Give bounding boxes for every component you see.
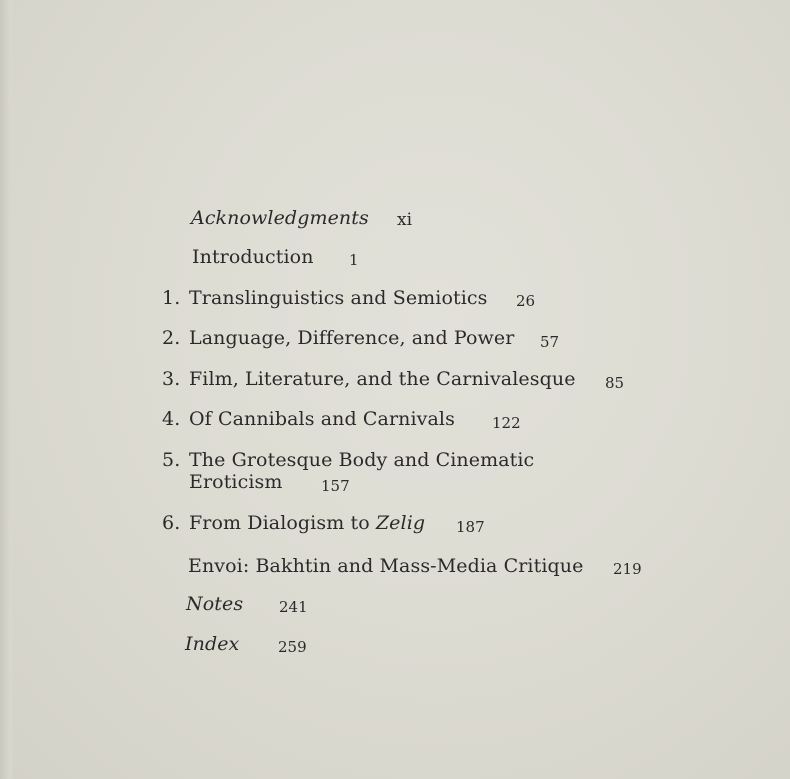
toc-page-chapter-6: 187 bbox=[456, 518, 485, 536]
toc-entry-notes bbox=[186, 593, 243, 615]
chapter-number: 1. bbox=[162, 287, 181, 309]
chapter-number: 6. bbox=[162, 512, 181, 534]
chapter-title-line-2: Eroticism bbox=[189, 471, 283, 493]
toc-entry-chapter-5 bbox=[162, 449, 535, 493]
chapter-title: Language, Difference, and Power bbox=[189, 327, 515, 349]
toc-title-introduction: Introduction bbox=[192, 246, 314, 268]
toc-entry-chapter-1 bbox=[162, 287, 488, 309]
chapter-title-line-1: The Grotesque Body and Cinematic bbox=[189, 449, 535, 471]
toc-page-chapter-1: 26 bbox=[516, 292, 536, 310]
toc-entry-introduction bbox=[192, 246, 314, 268]
toc-entry-envoi bbox=[188, 555, 583, 577]
toc-page-chapter-2: 57 bbox=[540, 333, 560, 351]
chapter-title-italic: Zelig bbox=[375, 512, 426, 534]
toc-title-notes: Notes bbox=[186, 593, 244, 615]
toc-entry-chapter-4 bbox=[162, 408, 455, 430]
toc-page-chapter-5: 157 bbox=[321, 477, 350, 495]
chapter-number: 3. bbox=[162, 368, 181, 390]
toc-page-index: 259 bbox=[278, 638, 307, 656]
toc-page-notes: 241 bbox=[279, 598, 308, 616]
toc-title-index: Index bbox=[185, 633, 240, 655]
toc-title-envoi: Envoi: Bakhtin and Mass-Media Critique bbox=[188, 555, 584, 577]
toc-entry-chapter-3 bbox=[162, 368, 576, 390]
toc-entry-acknowledgments bbox=[191, 207, 369, 229]
chapter-number: 5. bbox=[162, 449, 181, 471]
toc-entry-chapter-2 bbox=[162, 327, 515, 349]
toc-page-introduction: 1 bbox=[349, 251, 359, 269]
toc-page-envoi: 219 bbox=[613, 560, 642, 578]
toc-entry-index bbox=[185, 633, 239, 655]
chapter-title: Film, Literature, and the Carnivalesque bbox=[189, 368, 576, 390]
page-edge-shadow bbox=[0, 0, 14, 779]
chapter-title: Translinguistics and Semiotics bbox=[189, 287, 488, 309]
chapter-title: Of Cannibals and Carnivals bbox=[189, 408, 455, 430]
chapter-title: From Dialogism to bbox=[189, 512, 376, 534]
toc-page-acknowledgments: xi bbox=[397, 210, 413, 230]
toc-title-acknowledgments: Acknowledgments bbox=[191, 207, 369, 229]
toc-entry-chapter-6 bbox=[162, 512, 426, 534]
toc-page-chapter-4: 122 bbox=[492, 414, 521, 432]
toc-page-chapter-3: 85 bbox=[605, 374, 625, 392]
chapter-number: 4. bbox=[162, 408, 181, 430]
chapter-number: 2. bbox=[162, 327, 181, 349]
